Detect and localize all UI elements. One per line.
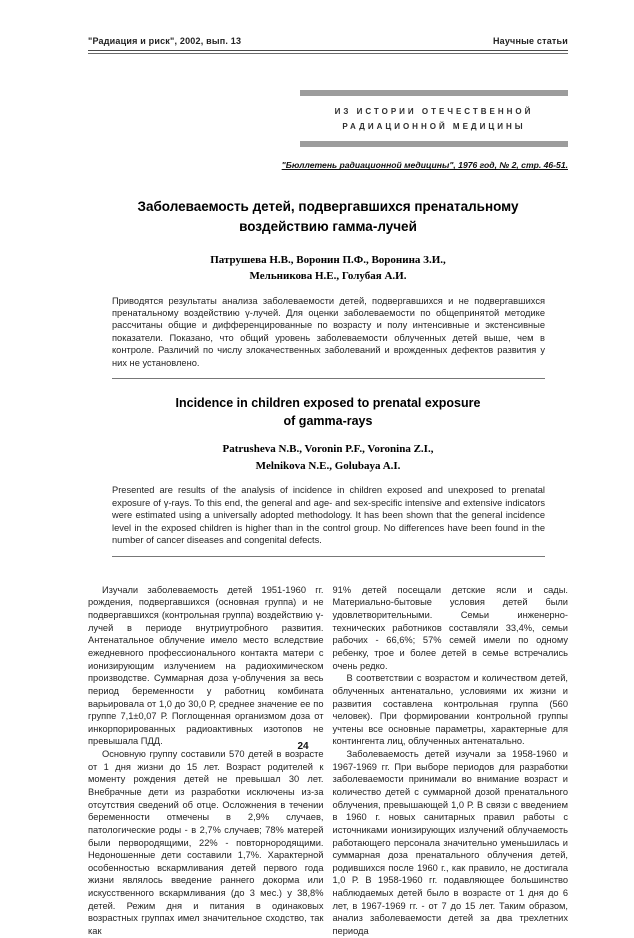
divider-rule-2 <box>112 556 545 557</box>
authors-ru-line1: Патрушева Н.В., Воронин П.Ф., Воронина З.И., <box>210 253 446 266</box>
abstract-ru: Приводятся результаты анализа заболеваемости детей, подвергавшихся и не подвергавшихся пренатальному воздействию γ-лучей. Для оценки заболеваемости по общепринятой методике рассчитаны общие и дифференцированные по возрасту и полу интенсивные и экстенсивные показатели. Показано, что общий уровень заболеваемости облученных детей выше, чем в контроле. Различий по числу злокачественных заболеваний и врожденных дефектов развития у них не установлено. <box>112 295 545 368</box>
header-double-rule <box>88 50 568 54</box>
authors-en <box>88 441 568 474</box>
article-title-ru <box>98 197 558 236</box>
authors-ru-line2: Мельникова Н.Е., Голубая А.И. <box>249 270 407 282</box>
article-title-ru-line2: воздействию гамма-лучей <box>239 218 417 234</box>
body-paragraph: Основную группу составили 570 детей в возрасте от 1 дня жизни до 15 лет. Возраст родителей к моменту рождения детей не превышал 30 лет. Внебрачные дети из разработки исключены из-за отсутствия сведений об отце. Осложнения в течении беременности отмечены в 2,9% случаев, патологические роды - в 2,7% случаев; 78% матерей были первородящими, 22% - повторнородящими. Недоношенные дети составили 1,7%. Характерной особенностью вскармливания детей первого года жизни являлось введение раннего докорма или искусственного вскармливания (до 3 мес.) у 38,8% детей. Режим дня и питания в одинаковых возрастных группах имел значительное сходство, так как <box>88 749 324 937</box>
body-columns <box>88 584 568 938</box>
rubric-bottom-bar <box>300 141 568 147</box>
journal-title: "Радиация и риск", 2002, вып. 13 <box>88 36 242 46</box>
rubric-line-2: РАДИАЦИОННОЙ МЕДИЦИНЫ <box>342 122 526 132</box>
divider-rule-1 <box>112 378 545 379</box>
section-label: Научные статьи <box>492 36 568 46</box>
article-title-en <box>98 394 558 430</box>
page-number: 24 <box>297 741 309 752</box>
body-left-column <box>88 584 324 938</box>
body-paragraph: В соответствии с возрастом и количеством детей, облученных антенатально, условиями их жизни и развития составлена контрольная группа (560 человек). При формировании контрольной группы учтены все основные параметры, характерные для контингента лиц, облученных антенатально. <box>332 673 568 747</box>
rubric-text <box>300 96 568 141</box>
body-paragraph: Заболеваемость детей изучали за 1958-1960 и 1967-1969 гг. При выборе периодов для разработки заболеваемости принимали во внимание возраст и количество детей с суммарной дозой пренатального облучения, превышающей 1,0 Р. В связи с введением в 1960 г. новых санитарных правил работы с источниками ионизирующих излучений облучаемость работающего персонала значительно уменьшилась и суммарная доза пренатального облучения детей, родившихся после 1960 г., как правило, не достигала 1,0 Р. В 1958-1960 гг. подавляющее большинство наблюдаемых детей было в возрасте от 1 дня до 6 лет, в 1967-1969 гг. - от 7 до 15 лет. Таким образом, анализ заболеваемости детей за два трехлетних периода <box>332 749 568 937</box>
rubric-line-1: ИЗ ИСТОРИИ ОТЕЧЕСТВЕННОЙ <box>334 107 534 116</box>
source-reference: "Бюллетень радиационной медицины", 1976 год, № 2, стр. 46-51. <box>281 160 568 171</box>
history-rubric-box <box>300 90 568 147</box>
authors-en-line1: Patrusheva N.B., Voronin P.F., Voronina Z.I., <box>222 443 434 456</box>
body-paragraph: Изучали заболеваемость детей 1951-1960 гг. рождения, подвергавшихся (основная группа) и не подвергавшихся (контрольная группа) воздействию γ-лучей в периоде внутриутробного развития. Антенатальное облучение имело место вследствие ежедневного профессионального контакта матери с ионизирующим излучением на радиохимическом производстве. Суммарная доза γ-облучения за весь период беременности у работниц комбината варьировала от 1,0 до 30,0 Р, среднее значение ее по группе 7,1±0,07 Р. Поглощенная организмом доза от инкорпорированных радиоактивных изотопов не превышала ПДД. <box>88 584 324 747</box>
body-right-column <box>333 584 569 938</box>
abstract-en: Presented are results of the analysis of incidence in children exposed and unexposed to prenatal exposure of γ-rays. To this end, the general and age- and sex-specific intensive and extensive indicators were estimated using a universally adopted methodology. It has been shown that the general incidence level in the exposed children is higher than in the control group. No differences have been found in the number of cancer diseases and congenital defects. <box>112 485 545 546</box>
article-title-ru-line1: Заболеваемость детей, подвергавшихся пренатальному <box>137 199 519 215</box>
authors-ru <box>88 252 568 285</box>
body-paragraph: 91% детей посещали детские ясли и сады. Материально-бытовые условия детей были удовлетворительными. Семьи инженерно-технических работников составляли 33,4%, семьи рабочих - 66,6%; 57% семей имели по одному ребенку, трое и более детей в семье встречались очень редко. <box>332 584 568 671</box>
authors-en-line2: Melnikova N.E., Golubaya A.I. <box>255 459 401 472</box>
article-title-en-line2: of gamma-rays <box>283 414 373 429</box>
article-title-en-line1: Incidence in children exposed to prenatal exposure <box>175 396 481 411</box>
running-head <box>88 36 568 46</box>
